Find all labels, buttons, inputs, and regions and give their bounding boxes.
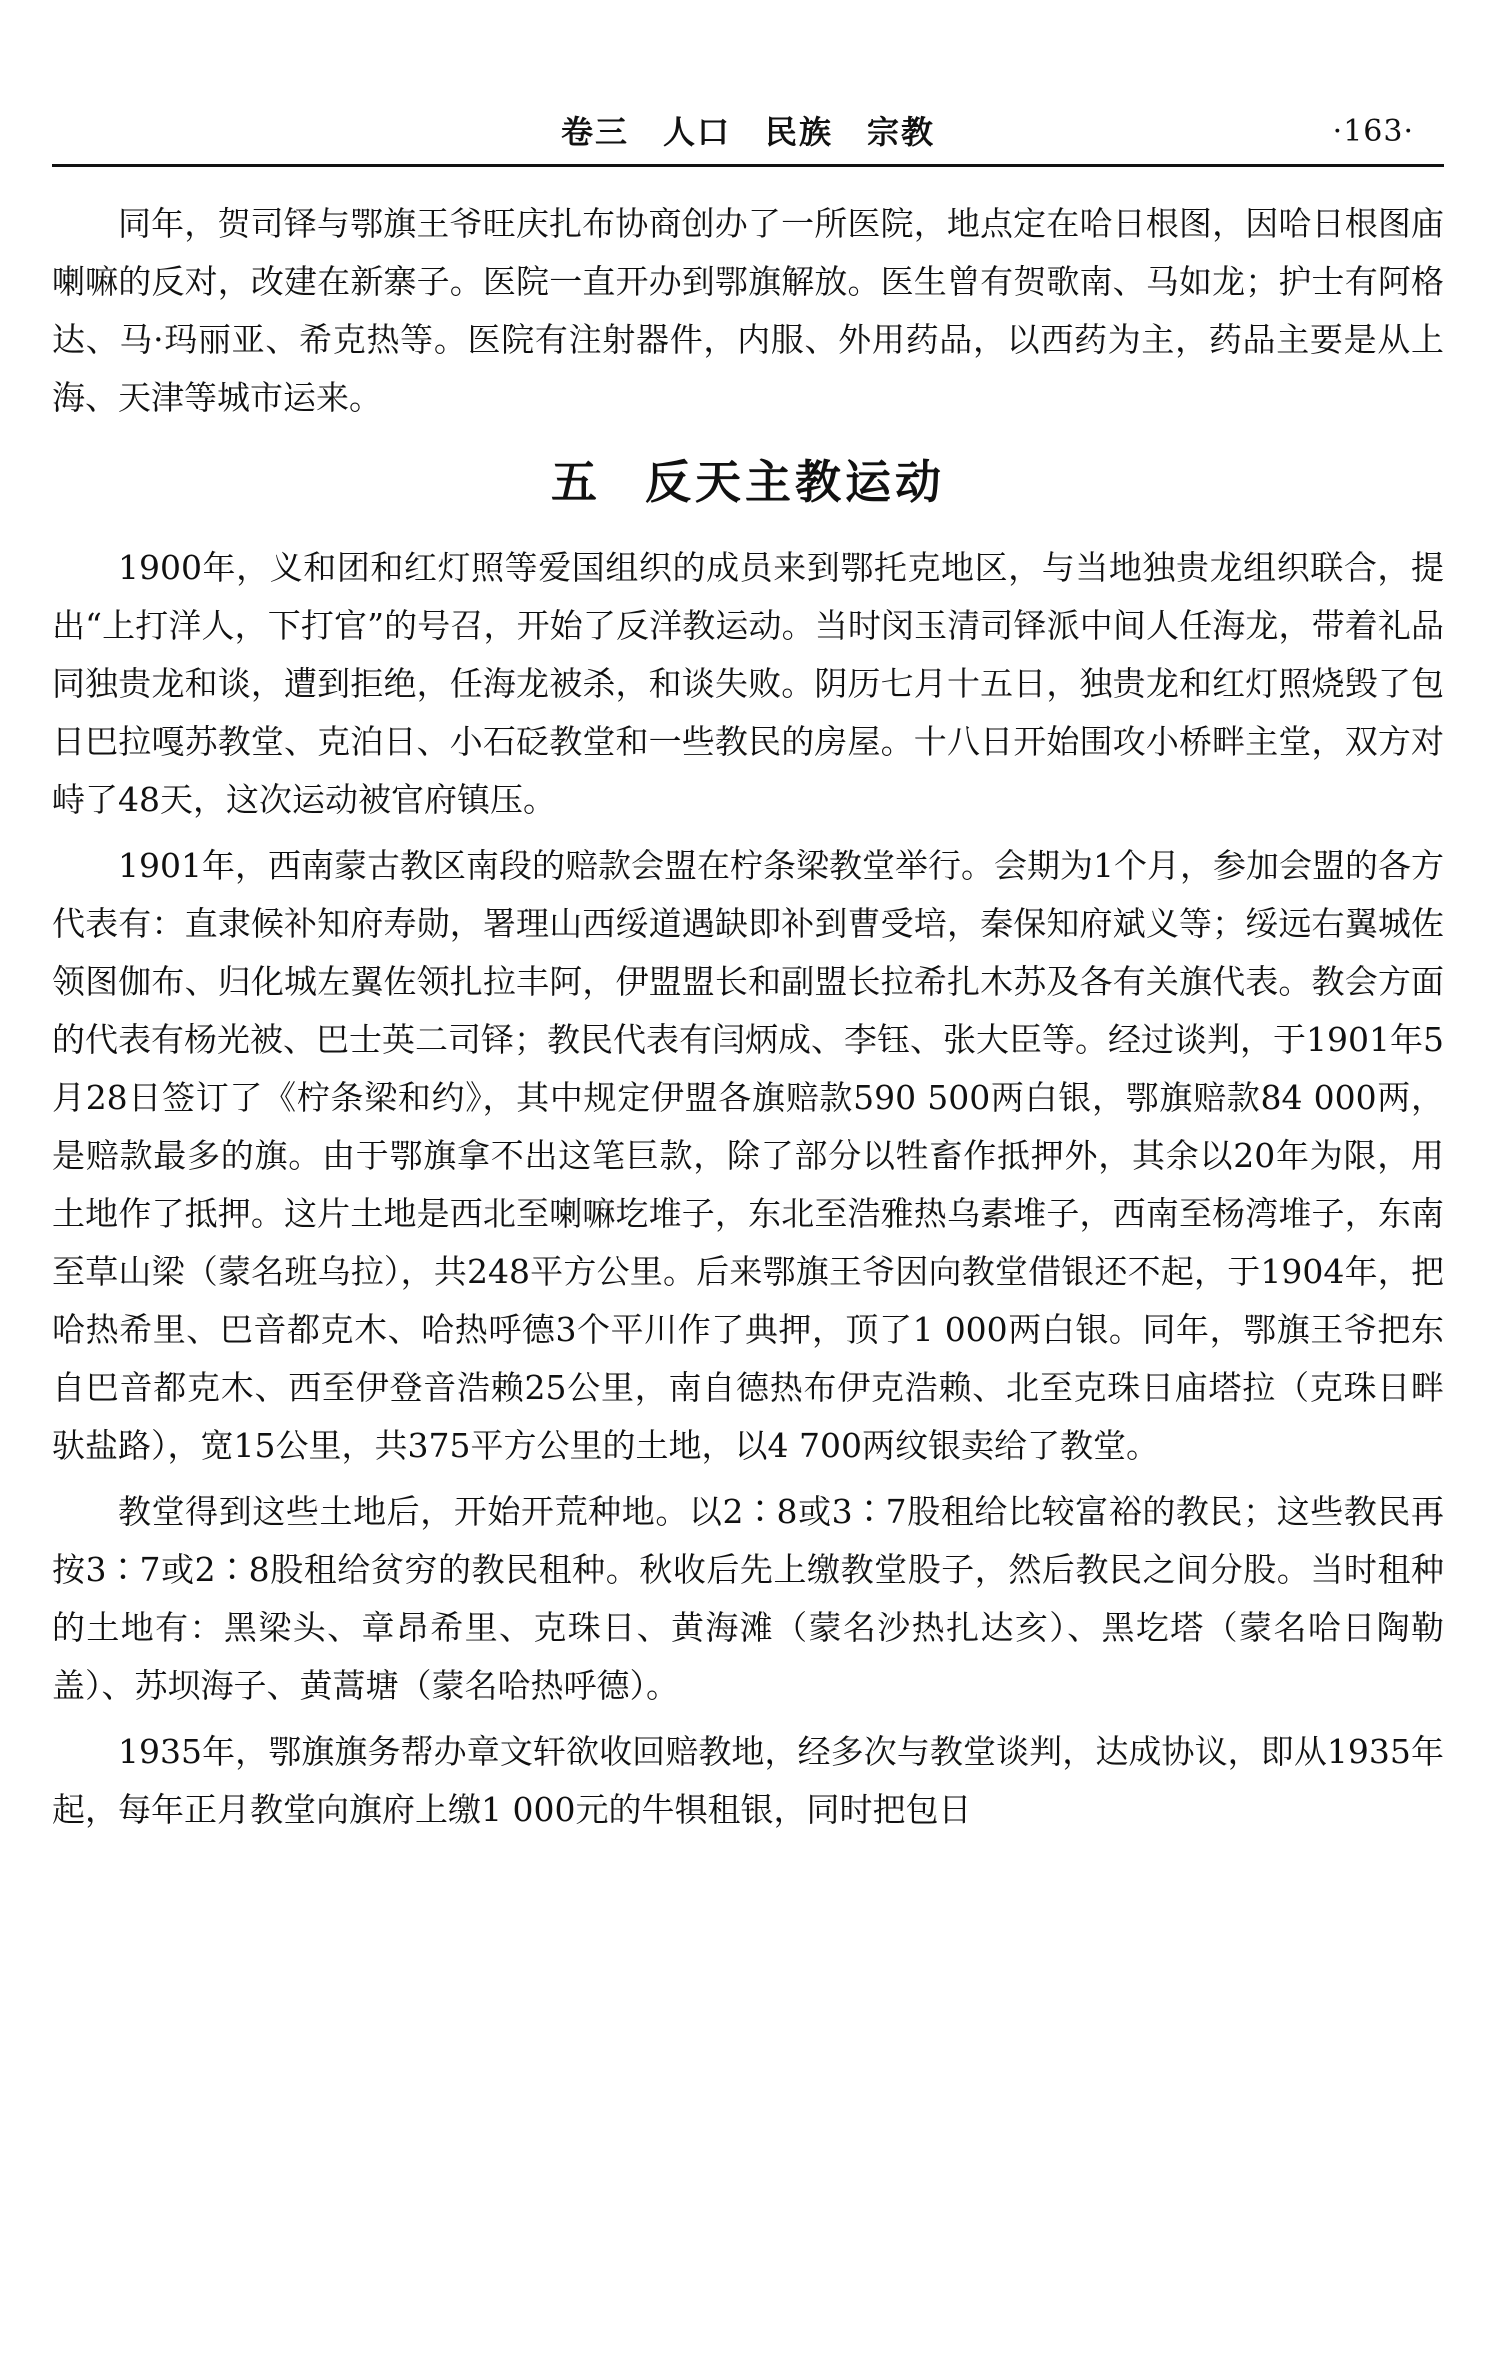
- header-divider: [52, 164, 1444, 167]
- paragraph-1900-movement: 1900年，义和团和红灯照等爱国组织的成员来到鄂托克地区，与当地独贵龙组织联合，提出“上打洋人，下打官”的号召，开始了反洋教运动。当时闵玉清司铎派中间人任海龙，带着礼品同独贵龙和谈，遭到拒绝，任海龙被杀，和谈失败。阴历七月十五日，独贵龙和红灯照烧毁了包日巴拉嘎苏教堂、克泊日、小石砭教堂和一些教民的房屋。十八日开始围攻小桥畔主堂，双方对峙了48天，这次运动被官府镇压。: [52, 548, 1444, 819]
- running-header: [52, 108, 1444, 156]
- page-number: ·163·: [1332, 114, 1414, 149]
- paragraph-hospital: 同年，贺司铎与鄂旗王爷旺庆扎布协商创办了一所医院，地点定在哈日根图，因哈日根图庙喇嘛的反对，改建在新寨子。医院一直开办到鄂旗解放。医生曾有贺歌南、马如龙；护士有阿格达、马·玛丽亚、希克热等。医院有注射器件，内服、外用药品，以西药为主，药品主要是从上海、天津等城市运来。: [52, 204, 1444, 417]
- section-number: 五: [551, 455, 601, 509]
- paragraph-1935-agreement: 1935年，鄂旗旗务帮办章文轩欲收回赔教地，经多次与教堂谈判，达成协议，即从1935年起，每年正月教堂向旗府上缴1 000元的牛犋租银，同时把包日: [52, 1732, 1444, 1829]
- body-text: [52, 195, 1444, 1839]
- chapter-title: 卷三 人口 民族 宗教: [560, 113, 935, 151]
- paragraph-land-rent: 教堂得到这些土地后，开始开荒种地。以2∶8或3∶7股租给比较富裕的教民；这些教民再按3∶7或2∶8股租给贫穷的教民租种。秋收后先上缴教堂股子，然后教民之间分股。当时租种的土地有：黑梁头、章昂希里、克珠日、黄海滩（蒙名沙热扎达亥）、黑圪塔（蒙名哈日陶勒盖）、苏坝海子、黄蒿塘（蒙名哈热呼德）。: [52, 1492, 1444, 1705]
- paragraph-1901-treaty: 1901年，西南蒙古教区南段的赔款会盟在柠条梁教堂举行。会期为1个月，参加会盟的各方代表有：直隶候补知府寿勋，署理山西绥道遇缺即补到曹受培，秦保知府斌义等；绥远右翼城佐领图伽布、归化城左翼佐领扎拉丰阿，伊盟盟长和副盟长拉希扎木苏及各有关旗代表。教会方面的代表有杨光被、巴士英二司铎；教民代表有闫炳成、李钰、张大臣等。经过谈判，于1901年5月28日签订了《柠条梁和约》，其中规定伊盟各旗赔款590 500两白银，鄂旗赔款84 000两，是赔款最多的旗。由于鄂旗拿不出这笔巨款，除了部分以牲畜作抵押外，其余以20年为限，用土地作了抵押。这片土地是西北至喇嘛圪堆子，东北至浩雅热乌素堆子，西南至杨湾堆子，东南至草山梁（蒙名班乌拉），共248平方公里。后来鄂旗王爷因向教堂借银还不起，于1904年，把哈热希里、巴音都克木、哈热呼德3个平川作了典押，顶了1 000两白银。同年，鄂旗王爷把东自巴音都克木、西至伊登音浩赖25公里，南自德热布伊克浩赖、北至克珠日庙塔拉（克珠日畔驮盐路），宽15公里，共375平方公里的土地，以4 700两纹银卖给了教堂。: [52, 846, 1444, 1465]
- section-title: 反天主教运动: [645, 455, 945, 509]
- section-heading: [52, 449, 1444, 515]
